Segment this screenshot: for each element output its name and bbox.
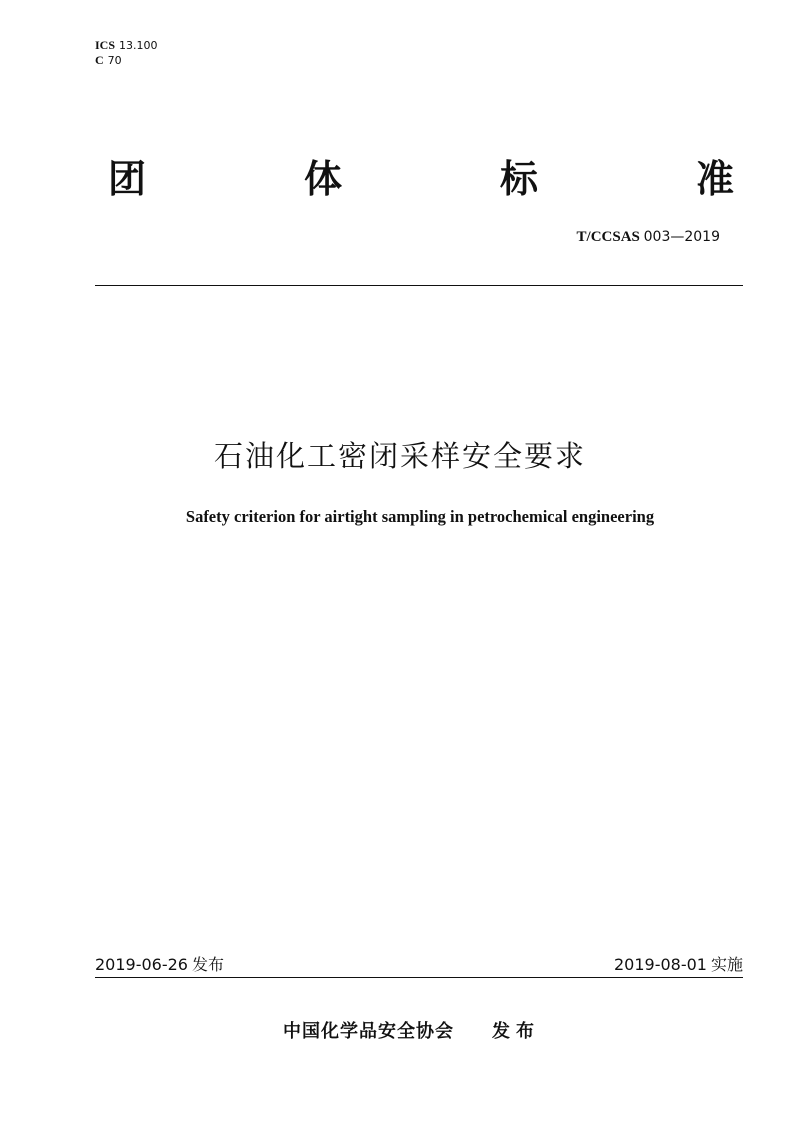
- implementation-date: [614, 952, 743, 975]
- standard-type-char: 准: [695, 156, 734, 201]
- title-chinese: 石油化工密闭采样安全要求: [213, 439, 586, 473]
- standard-type-char: 标: [499, 156, 538, 201]
- implementation-date-value: 2019-08-01: [614, 955, 707, 974]
- ccs-label: C: [95, 53, 104, 67]
- ics-label: ICS: [95, 38, 116, 52]
- issue-date: [95, 952, 224, 975]
- ics-line: [95, 38, 158, 53]
- standard-type-char: 体: [303, 156, 342, 201]
- standard-type-heading: [108, 150, 734, 200]
- classification-codes: [95, 38, 158, 68]
- standard-type-char: 团: [108, 156, 147, 201]
- standard-number-year: 003—2019: [643, 229, 720, 245]
- issue-date-label: 发布: [191, 955, 224, 974]
- implementation-date-label: 实施: [710, 955, 743, 974]
- top-divider: [95, 285, 743, 286]
- publisher-organization: 中国化学品安全协会: [283, 1021, 454, 1042]
- publisher: [283, 1017, 540, 1043]
- bottom-divider: [95, 977, 743, 978]
- ccs-code: 70: [107, 54, 122, 67]
- ccs-line: [95, 53, 158, 68]
- issue-date-value: 2019-06-26: [95, 955, 188, 974]
- title-english: Safety criterion for airtight sampling in petrochemical engineering: [185, 507, 655, 526]
- standard-number: [577, 229, 720, 246]
- standard-number-code: T/CCSAS: [576, 229, 640, 245]
- publisher-label: 发布: [492, 1021, 540, 1042]
- ics-code: 13.100: [119, 39, 158, 52]
